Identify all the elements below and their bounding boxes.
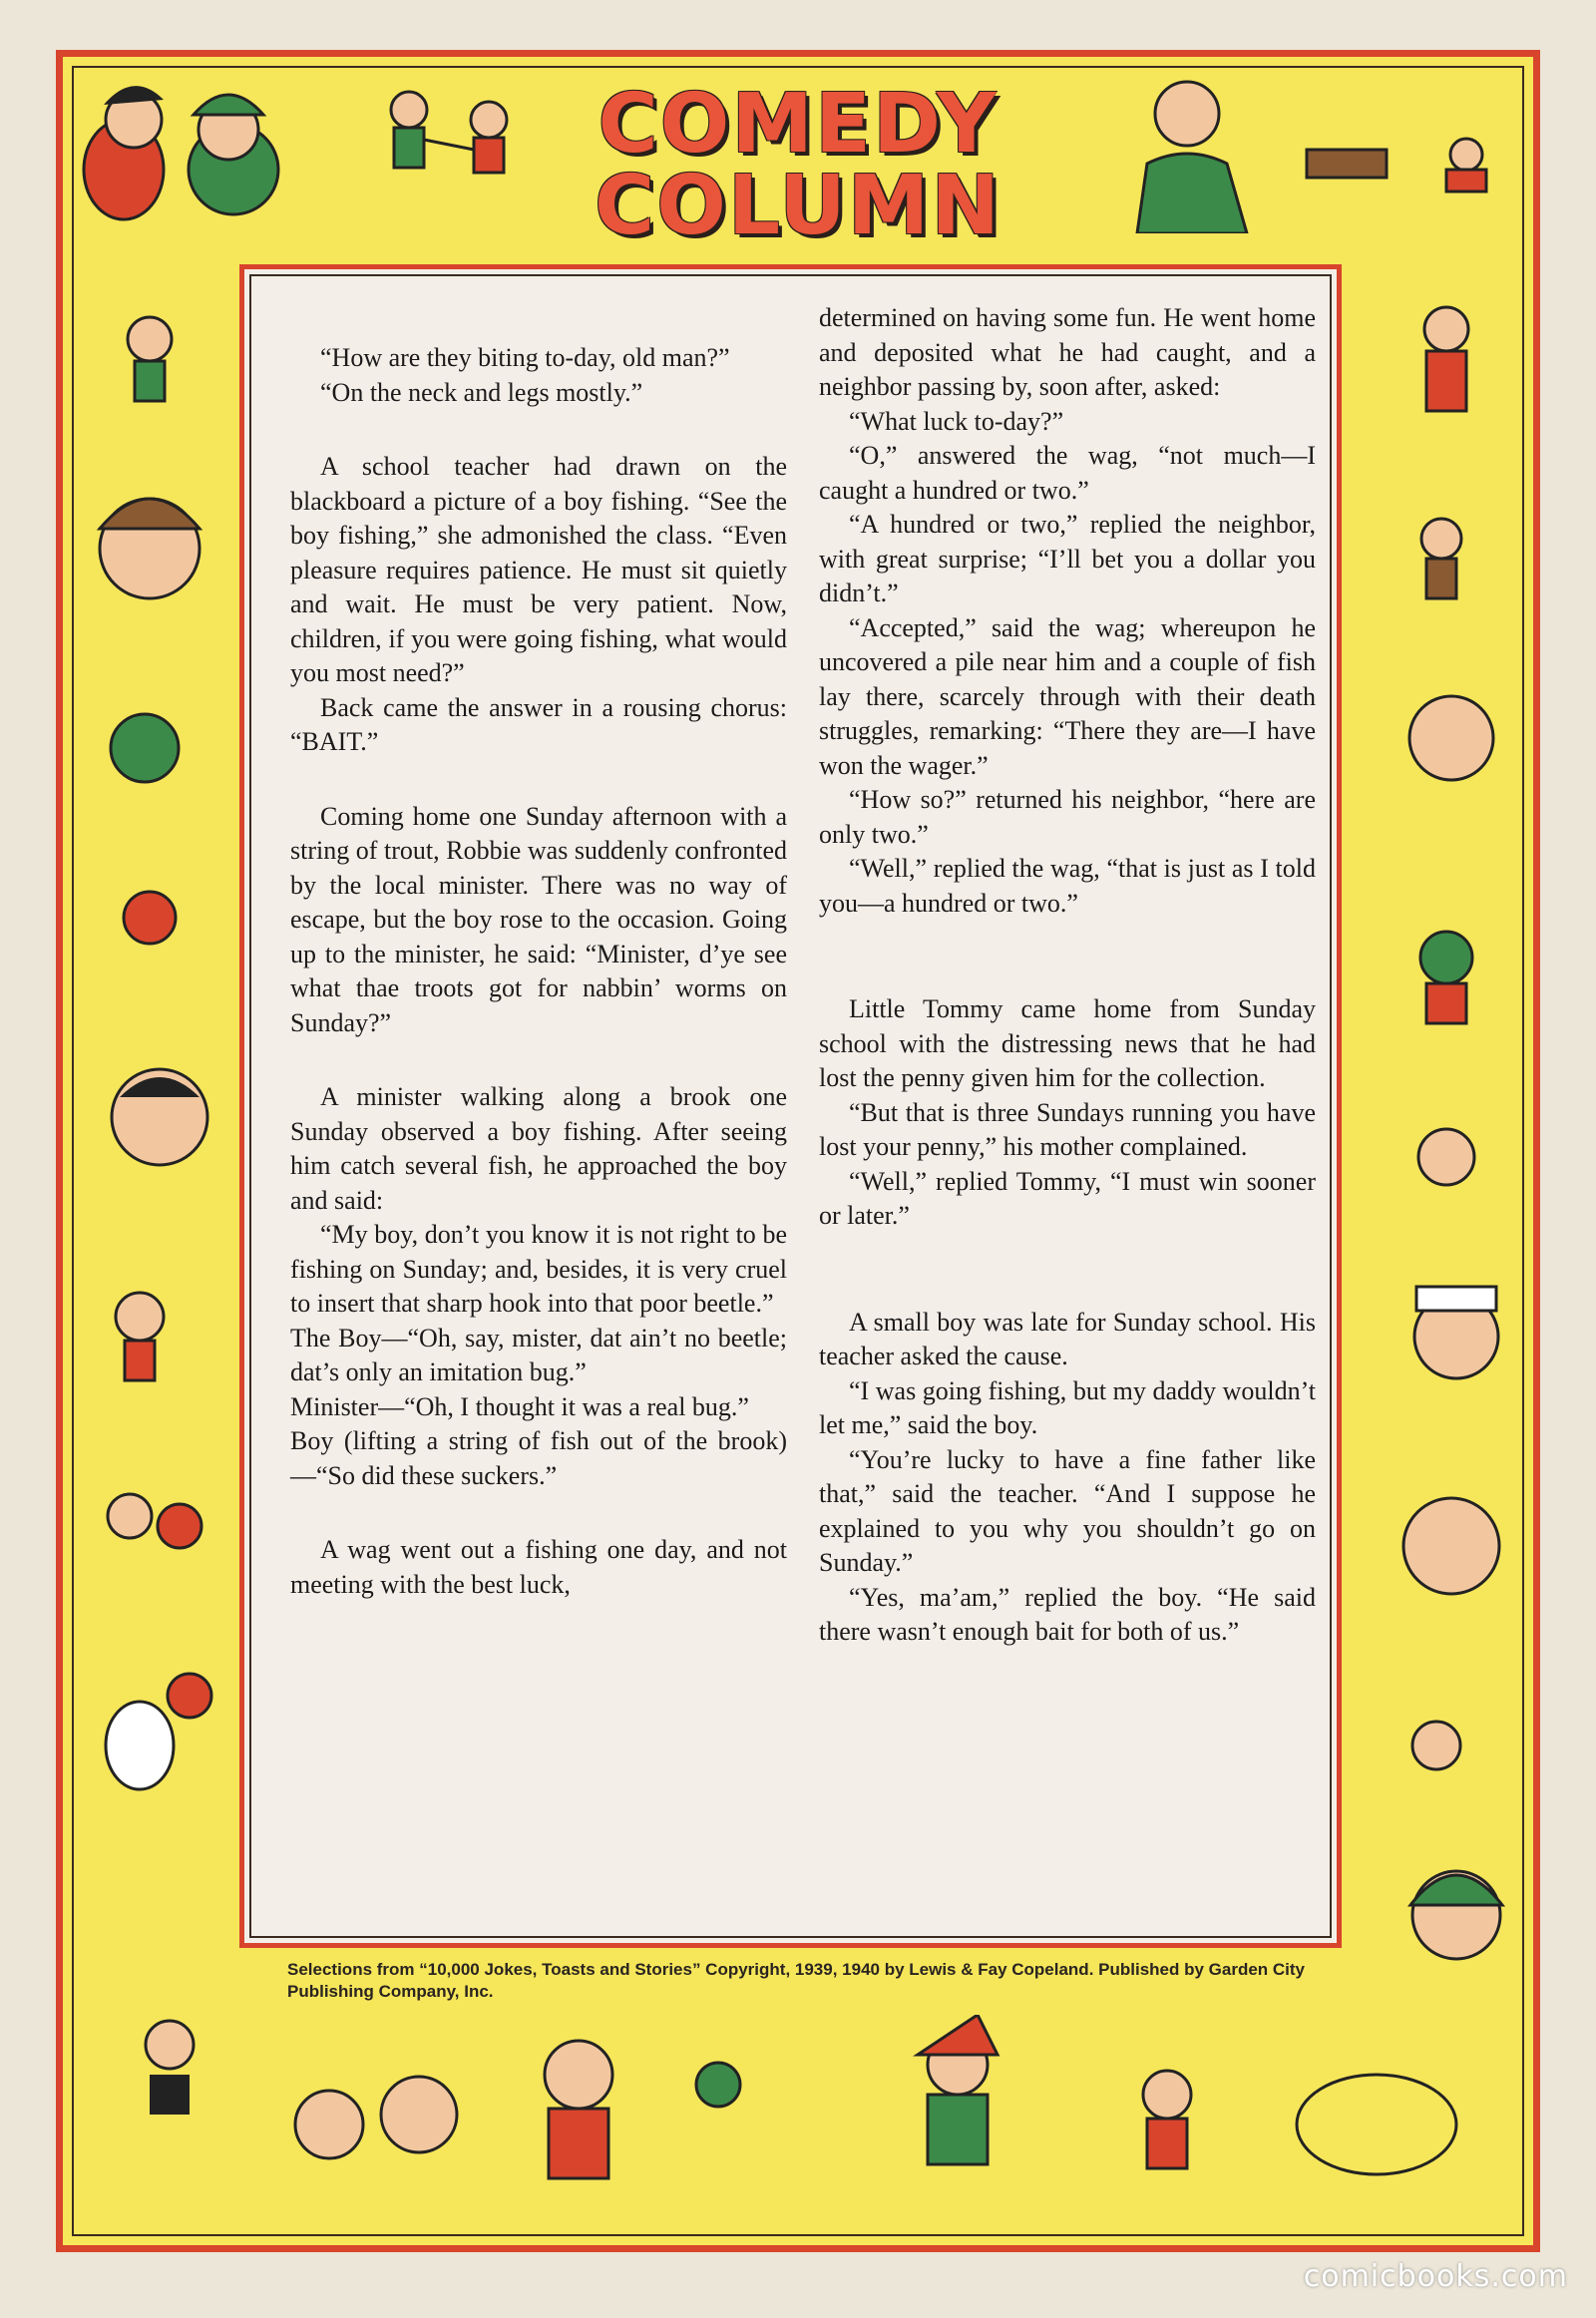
joke-paragraph: “But that is three Sundays running you have lost your penny,” his mother complained. (819, 1097, 1316, 1161)
joke-paragraph: “Accepted,” said the wag; whereupon he uncovered a pile near him and a couple of fish lay there, scarcely through with their death struggles, remarking: “There they are—I have won the wager.” (819, 612, 1316, 780)
joke-paragraph: determined on having some fun. He went home and deposited what he had caught, and a neighbor passing by, soon after, asked: (819, 303, 1316, 401)
page-title-line-2: COLUMN (594, 159, 1002, 253)
joke-paragraph: “What luck to-day?” (849, 406, 1064, 436)
cartoon-couple-illustration (64, 60, 313, 229)
joke-paragraph: “How are they biting to-day, old man?” (320, 343, 730, 372)
left-text-column (290, 341, 787, 1602)
right-border-cartoons (1367, 279, 1526, 1975)
joke-paragraph: “A hundred or two,” replied the neighbor, with great surprise; “I’ll bet you a dollar you didn’t.” (819, 510, 1316, 607)
joke-paragraph: A minister walking along a brook one Sunday observed a boy fishing. After seeing him catch several fish, he approached the boy and said: (290, 1082, 787, 1215)
joke-paragraph: A school teacher had drawn on the blackboard a picture of a boy fishing. “See the boy fishing,” she admonished the class. “Even pleasure requires patience. He must sit quietly and wait. He must be very patient. Now, children, if you were going fishing, what would you most need?” (290, 452, 787, 687)
joke-paragraph: Minister—“Oh, I thought it was a real bug.” (290, 1391, 749, 1421)
joke-paragraph: “My boy, don’t you know it is not right to be fishing on Sunday; and, besides, it is very cruel to insert that sharp hook into that poor beetle.” (290, 1220, 787, 1318)
joke-paragraph: “Well,” replied the wag, “that is just as I told you—a hundred or two.” (819, 854, 1316, 918)
joke-paragraph: “Yes, ma’am,” replied the boy. “He said there wasn’t enough bait for both of us.” (819, 1582, 1316, 1646)
bottom-border-cartoons (80, 2015, 1516, 2234)
joke-paragraph: “How so?” returned his neighbor, “here are only two.” (819, 785, 1316, 849)
joke-paragraph: A wag went out a fishing one day, and not meeting with the best luck, (290, 1535, 787, 1599)
article-panel (239, 264, 1342, 1948)
right-text-column (819, 301, 1316, 1650)
joke-paragraph: “On the neck and legs mostly.” (320, 377, 643, 407)
man-in-green-illustration (1117, 64, 1267, 233)
page-title-line-1: COMEDY (598, 77, 998, 172)
joke-paragraph: Little Tommy came home from Sunday school with the distressing news that he had lost the penny given him for the collection. (819, 994, 1316, 1092)
site-watermark: comicbooks.com (1303, 2259, 1568, 2294)
joke-paragraph: “Well,” replied Tommy, “I must win sooner or later.” (819, 1166, 1316, 1230)
dancing-kids-illustration (349, 70, 549, 209)
joke-paragraph: “You’re lucky to have a fine father like that,” said the teacher. “And I suppose he explained to you why you shouldn’t go on Sunday.” (819, 1444, 1316, 1577)
joke-paragraph: “I was going fishing, but my daddy wouldn’t let me,” said the boy. (819, 1375, 1316, 1439)
left-border-cartoons (70, 279, 229, 1935)
joke-paragraph: Coming home one Sunday afternoon with a string of trout, Robbie was suddenly confronted by the local minister. There was no way of escape, but the boy rose to the occasion. Going up to the minister, he said: “Minister, d’ye see what thae troots got for nabbin’ worms on Sunday?” (290, 801, 787, 1037)
cannon-gag-illustration (1297, 120, 1506, 199)
joke-paragraph: A small boy was late for Sunday school. His teacher asked the cause. (819, 1307, 1316, 1370)
joke-paragraph: The Boy—“Oh, say, mister, dat ain’t no beetle; dat’s only an imitation bug.” (290, 1323, 787, 1386)
joke-paragraph: Boy (lifting a string of fish out of the brook)—“So did these suckers.” (290, 1426, 787, 1490)
joke-paragraph: Back came the answer in a rousing chorus: “BAIT.” (290, 692, 787, 756)
joke-paragraph: “O,” answered the wag, “not much—I caught a hundred or two.” (819, 441, 1316, 505)
copyright-credit: Selections from “10,000 Jokes, Toasts and Stories” Copyright, 1939, 1940 by Lewis & Fay Copeland. Published by Garden City Publishing Company, Inc. (287, 1960, 1306, 2001)
